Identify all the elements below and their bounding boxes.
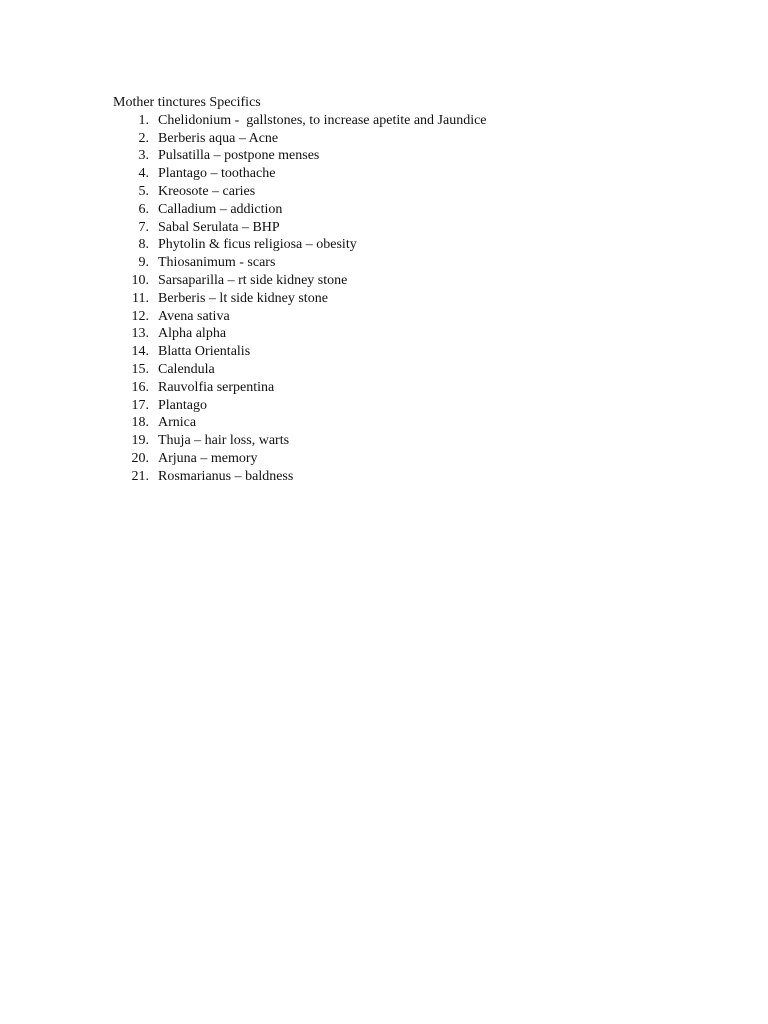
list-item-text: Arjuna – memory bbox=[158, 450, 258, 466]
list-item-number: 20. bbox=[131, 450, 149, 466]
list-item-text: Berberis – lt side kidney stone bbox=[158, 290, 328, 306]
list-item bbox=[113, 236, 357, 254]
list-item-text: Berberis aqua – Acne bbox=[158, 130, 279, 146]
list-item-number: 3. bbox=[138, 148, 149, 164]
list-item-number: 7. bbox=[138, 219, 149, 235]
list-item-number: 5. bbox=[138, 183, 149, 199]
list-item-text: Blatta Orientalis bbox=[158, 344, 251, 360]
list-item bbox=[113, 130, 279, 148]
list-item-number: 19. bbox=[131, 433, 149, 449]
list-item-text: Calladium – addiction bbox=[158, 201, 283, 217]
list-item bbox=[113, 414, 261, 432]
list-item bbox=[113, 183, 261, 201]
list-item bbox=[113, 290, 328, 308]
list-item-number: 10. bbox=[131, 272, 149, 288]
list-item-number: 15. bbox=[131, 361, 149, 377]
list-item-number: 14. bbox=[131, 344, 149, 360]
list-item-number: 11. bbox=[132, 290, 149, 306]
document-content bbox=[113, 94, 487, 486]
list-item bbox=[113, 165, 276, 183]
list-item bbox=[113, 308, 261, 326]
list-item-number: 6. bbox=[138, 201, 149, 217]
list-item bbox=[113, 343, 261, 361]
list-item-number: 4. bbox=[138, 166, 149, 182]
list-item-number: 8. bbox=[138, 237, 149, 253]
list-item bbox=[113, 112, 487, 130]
list-item-number: 12. bbox=[131, 308, 149, 324]
document-title: Mother tinctures Specifics bbox=[113, 95, 261, 110]
list-item bbox=[113, 397, 261, 415]
list-item-text: Thiosanimum - scars bbox=[158, 255, 276, 271]
list-item-number: 18. bbox=[131, 415, 149, 431]
list-item-text: Plantago bbox=[158, 397, 207, 413]
list-item bbox=[113, 450, 261, 468]
list-item-text: Rosmarianus – baldness bbox=[158, 468, 294, 484]
list-item bbox=[113, 201, 283, 219]
list-item-text: Thuja – hair loss, warts bbox=[158, 433, 290, 449]
list-item-text: Calendula bbox=[158, 361, 215, 377]
list-item-number: 13. bbox=[131, 326, 149, 342]
list-item-number: 9. bbox=[138, 255, 149, 271]
list-item bbox=[113, 272, 348, 290]
list-item bbox=[113, 219, 280, 237]
list-item-number: 21. bbox=[131, 468, 149, 484]
list-item bbox=[113, 432, 290, 450]
list-item-text: Arnica bbox=[158, 415, 197, 431]
list-item bbox=[113, 147, 320, 165]
list-item bbox=[113, 379, 275, 397]
list-item-text: Plantago – toothache bbox=[158, 166, 276, 182]
list-item-text: Kreosote – caries bbox=[158, 183, 256, 199]
list-item bbox=[113, 254, 276, 272]
list-item bbox=[113, 325, 261, 343]
list-item-number: 2. bbox=[138, 130, 149, 146]
list-item-text: Pulsatilla – postpone menses bbox=[158, 148, 320, 164]
list-item-number: 17. bbox=[131, 397, 149, 413]
list-item-text: Phytolin & ficus religiosa – obesity bbox=[158, 237, 357, 253]
list-item-text: Rauvolfia serpentina bbox=[158, 379, 275, 395]
list-item-text: Alpha alpha bbox=[158, 326, 227, 342]
list-item-text: Sarsaparilla – rt side kidney stone bbox=[158, 272, 348, 288]
list-item-text: Avena sativa bbox=[158, 308, 230, 324]
list-item-number: 1. bbox=[138, 112, 149, 128]
list-item-number: 16. bbox=[131, 379, 149, 395]
list-item-text: Chelidonium - gallstones, to increase apetite and Jaundice bbox=[158, 112, 487, 128]
tincture-list bbox=[113, 112, 487, 486]
list-item-text: Sabal Serulata – BHP bbox=[158, 219, 280, 235]
list-item bbox=[113, 468, 294, 486]
list-item bbox=[113, 361, 261, 379]
